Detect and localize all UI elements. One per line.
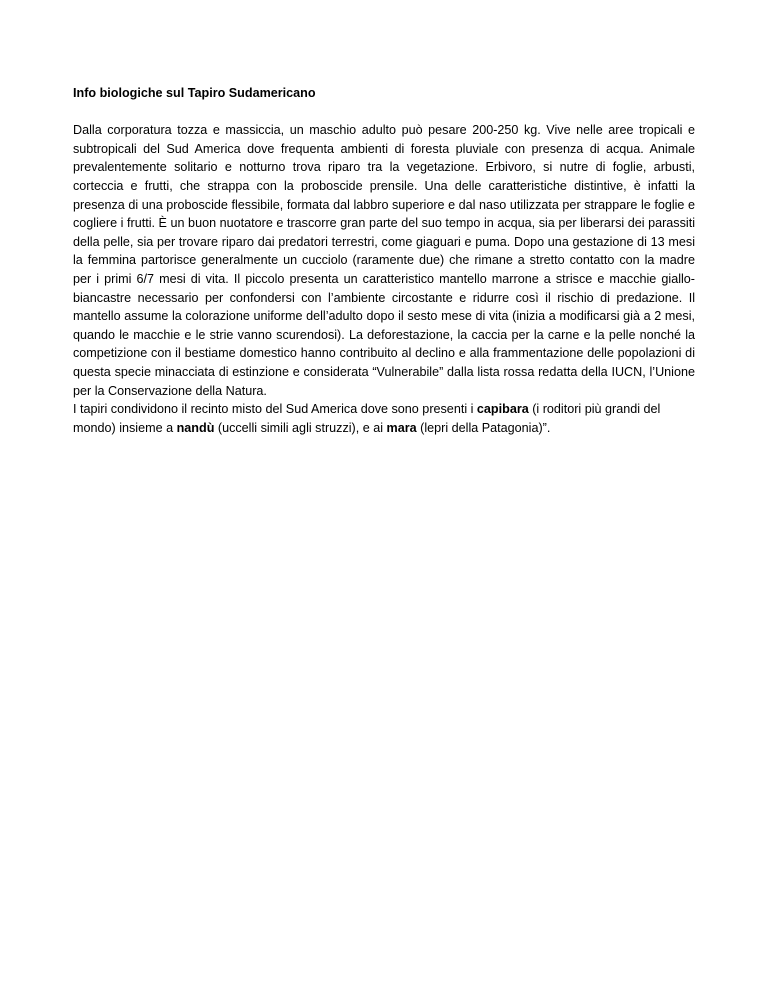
bold-mara: mara: [386, 420, 417, 435]
closing-text-2: (i roditori più grandi del mondo) insieme a: [73, 402, 661, 435]
closing-text-1: I tapiri condividono il recinto misto del Sud America dove sono presenti i: [73, 402, 477, 417]
bold-capibara: capibara: [476, 402, 529, 417]
document-title: Info biologiche sul Tapiro Sudamericano: [73, 86, 316, 100]
closing-text-3: (uccelli simili agli struzzi), e ai: [214, 420, 387, 435]
main-paragraph: Dalla corporatura tozza e massiccia, un maschio adulto può pesare 200-250 kg. Vive nelle aree tropicali e subtropicali del Sud America dove frequenta ambienti di foresta pluviale con presenza di acqua. Animale prevalentemente solitario e notturno trova riparo tra la vegetazione. Erbivoro, si nutre di foglie, arbusti, corteccia e frutti, che strappa con la proboscide prensile. Una delle caratteristiche distintive, è infatti la presenza di una proboscide flessibile, formata dal labbro superiore e dal naso utilizzata per strappare le foglie e cogliere i frutti. È un buon nuotatore e trascorre gran parte del suo tempo in acqua, sia per liberarsi dei parassiti della pelle, sia per trovare riparo dai predatori terrestri, come giaguari e puma. Dopo una gestazione di 13 mesi la femmina partorisce generalmente un cucciolo (raramente due) che rimane a stretto contatto con la madre per i primi 6/7 mesi di vita. Il piccolo presenta un caratteristico mantello marrone a strisce e macchie giallo-biancastre necessario per confondersi con l’ambiente circostante e ridurre così il rischio di predazione. Il mantello assume la colorazione uniforme dell’adulto dopo il sesto mese di vita (inizia a modificarsi già a 2 mesi, quando le macchie e le strie vanno scurendosi). La deforestazione, la caccia per la carne e la pelle nonché la competizione con il bestiame domestico hanno contribuito al declino e alla frammentazione delle popolazioni di questa specie minacciata di estinzione e considerata “Vulnerabile” dalla lista rossa redatta della IUCN, l’Unione per la Conservazione della Natura.: [73, 123, 695, 398]
document-body: [73, 84, 695, 437]
closing-paragraph: [73, 400, 695, 437]
closing-text-4: (lepri della Patagonia)”.: [416, 420, 551, 435]
bold-nandu: nandù: [176, 420, 215, 435]
